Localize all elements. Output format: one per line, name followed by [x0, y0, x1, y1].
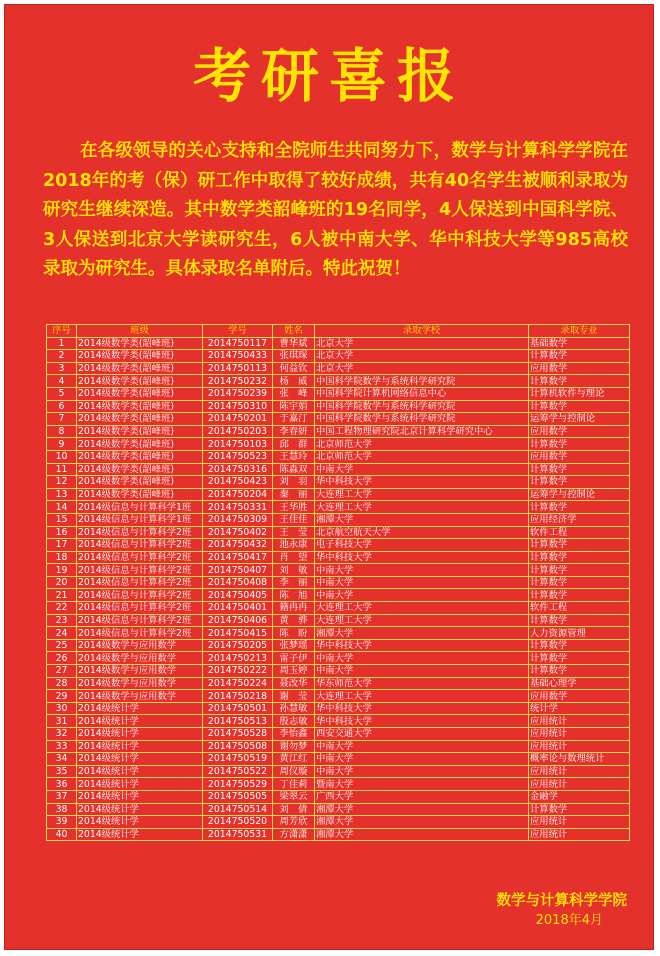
cell-major: 计算数学: [529, 589, 630, 602]
cell-major: 计算数学: [529, 551, 630, 564]
cell-student-id: 2014750520: [203, 816, 273, 829]
admission-table: [46, 324, 630, 841]
cell-no: 27: [47, 665, 77, 678]
cell-student-id: 2014750224: [203, 677, 273, 690]
cell-no: 20: [47, 576, 77, 589]
cell-student-id: 2014750201: [203, 413, 273, 426]
cell-name: 李春妍: [273, 425, 315, 438]
cell-student-id: 2014750103: [203, 438, 273, 451]
cell-no: 34: [47, 753, 77, 766]
cell-student-id: 2014750222: [203, 665, 273, 678]
cell-class: 2014级数学类(韶峰班): [77, 387, 203, 400]
cell-major: 应用数学: [529, 690, 630, 703]
cell-school: 中国科学院数学与系统科学研究院: [315, 375, 529, 388]
cell-school: 华中科技大学: [315, 551, 529, 564]
cell-class: 2014级数学与应用数学: [77, 665, 203, 678]
table-row: [47, 803, 630, 816]
cell-major: 应用统计: [529, 765, 630, 778]
cell-name: 池永康: [273, 539, 315, 552]
cell-no: 9: [47, 438, 77, 451]
cell-name: 刘 倩: [273, 803, 315, 816]
cell-name: 陈 盼: [273, 627, 315, 640]
cell-school: 北京大学: [315, 362, 529, 375]
footer-org: 数学与计算科学学院: [496, 893, 627, 909]
cell-student-id: 2014750523: [203, 450, 273, 463]
cell-major: 应用统计: [529, 740, 630, 753]
cell-name: 王佳佳: [273, 513, 315, 526]
cell-class: 2014级数学类(韶峰班): [77, 337, 203, 350]
table-row: [47, 765, 630, 778]
table-row: [47, 816, 630, 829]
cell-student-id: 2014750508: [203, 740, 273, 753]
cell-major: 统计学: [529, 702, 630, 715]
cell-name: 籍冉冉: [273, 602, 315, 615]
cell-no: 12: [47, 476, 77, 489]
cell-class: 2014级统计学: [77, 790, 203, 803]
cell-class: 2014级数学类(韶峰班): [77, 476, 203, 489]
cell-no: 10: [47, 450, 77, 463]
cell-school: 中南大学: [315, 765, 529, 778]
cell-no: 1: [47, 337, 77, 350]
cell-name: 陈 旭: [273, 589, 315, 602]
header-major: 录取专业: [529, 325, 630, 338]
cell-student-id: 2014750239: [203, 387, 273, 400]
header-class: 班级: [77, 325, 203, 338]
table-row: [47, 677, 630, 690]
cell-school: 中国工程物理研究院北京计算科学研究中心: [315, 425, 529, 438]
cell-class: 2014级数学与应用数学: [77, 677, 203, 690]
cell-school: 北京大学: [315, 350, 529, 363]
table-row: [47, 602, 630, 615]
cell-major: 应用统计: [529, 715, 630, 728]
cell-major: 应用统计: [529, 828, 630, 841]
cell-class: 2014级统计学: [77, 753, 203, 766]
cell-name: 刘 羽: [273, 476, 315, 489]
cell-student-id: 2014750415: [203, 627, 273, 640]
cell-name: 肖 望: [273, 551, 315, 564]
cell-major: 运筹学与控制论: [529, 413, 630, 426]
cell-school: 华中科技大学: [315, 639, 529, 652]
cell-name: 梁翠云: [273, 790, 315, 803]
cell-class: 2014级数学类(韶峰班): [77, 362, 203, 375]
cell-school: 中南大学: [315, 463, 529, 476]
cell-class: 2014级数学与应用数学: [77, 690, 203, 703]
cell-student-id: 2014750232: [203, 375, 273, 388]
cell-student-id: 2014750433: [203, 350, 273, 363]
table-row: [47, 828, 630, 841]
header-school: 录取学校: [315, 325, 529, 338]
cell-no: 22: [47, 602, 77, 615]
cell-class: 2014级统计学: [77, 765, 203, 778]
cell-major: 计算数学: [529, 438, 630, 451]
table-row: [47, 488, 630, 501]
cell-school: 北京师范大学: [315, 438, 529, 451]
cell-major: 人力资源管理: [529, 627, 630, 640]
cell-class: 2014级统计学: [77, 803, 203, 816]
cell-major: 计算数学: [529, 375, 630, 388]
cell-name: 张梦瑶: [273, 639, 315, 652]
cell-class: 2014级数学与应用数学: [77, 639, 203, 652]
cell-name: 周芳欣: [273, 816, 315, 829]
cell-no: 7: [47, 413, 77, 426]
table-row: [47, 790, 630, 803]
cell-no: 30: [47, 702, 77, 715]
cell-school: 中南大学: [315, 576, 529, 589]
cell-major: 应用统计: [529, 728, 630, 741]
cell-class: 2014级数学类(韶峰班): [77, 400, 203, 413]
cell-student-id: 2014750316: [203, 463, 273, 476]
cell-name: 周仪璇: [273, 765, 315, 778]
cell-major: 应用数学: [529, 362, 630, 375]
cell-student-id: 2014750310: [203, 400, 273, 413]
table-row: [47, 501, 630, 514]
table-row: [47, 652, 630, 665]
cell-student-id: 2014750407: [203, 564, 273, 577]
cell-class: 2014级统计学: [77, 828, 203, 841]
cell-no: 3: [47, 362, 77, 375]
cell-no: 33: [47, 740, 77, 753]
cell-no: 35: [47, 765, 77, 778]
cell-school: 中南大学: [315, 589, 529, 602]
cell-no: 2: [47, 350, 77, 363]
cell-school: 大连理工大学: [315, 602, 529, 615]
table-row: [47, 375, 630, 388]
cell-student-id: 2014750117: [203, 337, 273, 350]
cell-student-id: 2014750213: [203, 652, 273, 665]
table-header-row: [47, 325, 630, 338]
table-row: [47, 576, 630, 589]
table-row: [47, 539, 630, 552]
cell-class: 2014级统计学: [77, 778, 203, 791]
cell-school: 北京大学: [315, 337, 529, 350]
cell-major: 计算数学: [529, 652, 630, 665]
cell-name: 陈淼双: [273, 463, 315, 476]
cell-major: 计算数学: [529, 350, 630, 363]
cell-no: 25: [47, 639, 77, 652]
cell-student-id: 2014750113: [203, 362, 273, 375]
cell-school: 中南大学: [315, 652, 529, 665]
table-row: [47, 728, 630, 741]
cell-student-id: 2014750432: [203, 539, 273, 552]
cell-name: 张 峰: [273, 387, 315, 400]
cell-student-id: 2014750405: [203, 589, 273, 602]
cell-major: 基础数学: [529, 337, 630, 350]
cell-school: 湘潭大学: [315, 816, 529, 829]
cell-major: 软件工程: [529, 526, 630, 539]
cell-class: 2014级数学类(韶峰班): [77, 463, 203, 476]
cell-class: 2014级数学类(韶峰班): [77, 438, 203, 451]
cell-name: 王华胜: [273, 501, 315, 514]
cell-name: 秦 丽: [273, 488, 315, 501]
cell-student-id: 2014750514: [203, 803, 273, 816]
cell-class: 2014级信息与计算科学2班: [77, 526, 203, 539]
cell-class: 2014级信息与计算科学1班: [77, 501, 203, 514]
cell-name: 陈宇娟: [273, 400, 315, 413]
cell-name: 方潇潇: [273, 828, 315, 841]
cell-name: 何益钦: [273, 362, 315, 375]
cell-name: 黄 骅: [273, 614, 315, 627]
cell-no: 6: [47, 400, 77, 413]
cell-name: 邱 群: [273, 438, 315, 451]
cell-class: 2014级信息与计算科学2班: [77, 602, 203, 615]
cell-class: 2014级信息与计算科学2班: [77, 576, 203, 589]
cell-class: 2014级信息与计算科学2班: [77, 614, 203, 627]
cell-major: 计算数学: [529, 803, 630, 816]
table-row: [47, 425, 630, 438]
cell-school: 中南大学: [315, 740, 529, 753]
cell-no: 5: [47, 387, 77, 400]
table-body: [47, 337, 630, 841]
cell-name: 于嘉汀: [273, 413, 315, 426]
table-row: [47, 551, 630, 564]
cell-student-id: 2014750522: [203, 765, 273, 778]
header-no: 序号: [47, 325, 77, 338]
cell-major: 计算数学: [529, 614, 630, 627]
cell-student-id: 2014750402: [203, 526, 273, 539]
cell-school: 华中科技大学: [315, 476, 529, 489]
cell-no: 19: [47, 564, 77, 577]
cell-student-id: 2014750408: [203, 576, 273, 589]
cell-no: 37: [47, 790, 77, 803]
cell-major: 计算数学: [529, 539, 630, 552]
table-row: [47, 463, 630, 476]
cell-school: 湘潭大学: [315, 513, 529, 526]
cell-class: 2014级统计学: [77, 740, 203, 753]
cell-class: 2014级信息与计算科学2班: [77, 551, 203, 564]
table-row: [47, 438, 630, 451]
cell-no: 18: [47, 551, 77, 564]
cell-name: 谢 莹: [273, 690, 315, 703]
cell-student-id: 2014750505: [203, 790, 273, 803]
cell-name: 王慧玲: [273, 450, 315, 463]
cell-class: 2014级信息与计算科学1班: [77, 513, 203, 526]
cell-no: 31: [47, 715, 77, 728]
cell-major: 应用统计: [529, 816, 630, 829]
cell-school: 大连理工大学: [315, 614, 529, 627]
cell-class: 2014级信息与计算科学2班: [77, 589, 203, 602]
cell-student-id: 2014750417: [203, 551, 273, 564]
cell-no: 11: [47, 463, 77, 476]
cell-student-id: 2014750205: [203, 639, 273, 652]
cell-student-id: 2014750531: [203, 828, 273, 841]
cell-class: 2014级数学类(韶峰班): [77, 450, 203, 463]
table-row: [47, 337, 630, 350]
cell-student-id: 2014750401: [203, 602, 273, 615]
cell-name: 黄江红: [273, 753, 315, 766]
intro-paragraph: 在各级领导的关心支持和全院师生共同努力下，数学与计算科学学院在2018年的考（保）研工作中取得了较好成绩，共有40名学生被顺利录取为研究生继续深造。其中数学类韶峰班的19名同学，4人保送到中国科学院、3人保送到北京大学读研究生，6人被中南大学、华中科技大学等985高校录取为研究生。具体录取名单附后。特此祝贺！: [43, 141, 628, 279]
cell-no: 4: [47, 375, 77, 388]
table-row: [47, 665, 630, 678]
cell-name: 杨 威: [273, 375, 315, 388]
cell-student-id: 2014750513: [203, 715, 273, 728]
table-row: [47, 476, 630, 489]
cell-school: 北京师范大学: [315, 450, 529, 463]
table-row: [47, 526, 630, 539]
table-row: [47, 740, 630, 753]
cell-name: 周玉婷: [273, 665, 315, 678]
table-row: [47, 564, 630, 577]
cell-student-id: 2014750519: [203, 753, 273, 766]
cell-name: 孙慧敏: [273, 702, 315, 715]
cell-name: 李怡鑫: [273, 728, 315, 741]
table-row: [47, 639, 630, 652]
cell-major: 应用经济学: [529, 513, 630, 526]
cell-name: 刘 敏: [273, 564, 315, 577]
cell-school: 中南大学: [315, 564, 529, 577]
table-row: [47, 690, 630, 703]
cell-student-id: 2014750529: [203, 778, 273, 791]
cell-name: 王 莹: [273, 526, 315, 539]
cell-school: 大连理工大学: [315, 488, 529, 501]
cell-major: 计算数学: [529, 639, 630, 652]
cell-major: 计算数学: [529, 400, 630, 413]
cell-school: 华东师范大学: [315, 677, 529, 690]
cell-major: 软件工程: [529, 602, 630, 615]
cell-major: 运筹学与控制论: [529, 488, 630, 501]
cell-class: 2014级统计学: [77, 715, 203, 728]
cell-major: 计算数学: [529, 463, 630, 476]
cell-student-id: 2014750528: [203, 728, 273, 741]
table-row: [47, 778, 630, 791]
table-row: [47, 715, 630, 728]
cell-major: 应用数学: [529, 450, 630, 463]
cell-school: 中南大学: [315, 753, 529, 766]
cell-name: 丁佳莉: [273, 778, 315, 791]
cell-school: 大连理工大学: [315, 690, 529, 703]
page-title: 考研喜报: [192, 42, 465, 110]
cell-name: 李 丽: [273, 576, 315, 589]
cell-major: 计算数学: [529, 476, 630, 489]
cell-student-id: 2014750204: [203, 488, 273, 501]
cell-no: 16: [47, 526, 77, 539]
cell-name: 谢勿梦: [273, 740, 315, 753]
cell-class: 2014级统计学: [77, 702, 203, 715]
cell-class: 2014级数学类(韶峰班): [77, 425, 203, 438]
table-row: [47, 627, 630, 640]
table-row: [47, 413, 630, 426]
cell-class: 2014级数学与应用数学: [77, 652, 203, 665]
cell-no: 38: [47, 803, 77, 816]
table-row: [47, 362, 630, 375]
cell-school: 湘潭大学: [315, 828, 529, 841]
cell-student-id: 2014750501: [203, 702, 273, 715]
header-name: 姓名: [273, 325, 315, 338]
cell-school: 北京航空航天大学: [315, 526, 529, 539]
table-row: [47, 387, 630, 400]
cell-major: 计算数学: [529, 564, 630, 577]
table-row: [47, 614, 630, 627]
cell-class: 2014级数学类(韶峰班): [77, 350, 203, 363]
table-row: [47, 450, 630, 463]
cell-school: 中南大学: [315, 665, 529, 678]
cell-school: 电子科技大学: [315, 539, 529, 552]
cell-no: 36: [47, 778, 77, 791]
table-row: [47, 513, 630, 526]
cell-school: 中国科学院数学与系统科学研究院: [315, 413, 529, 426]
cell-no: 32: [47, 728, 77, 741]
cell-major: 计算机软件与理论: [529, 387, 630, 400]
header-student-id: 学号: [203, 325, 273, 338]
footer-date: 2018年4月: [535, 913, 603, 928]
cell-no: 21: [47, 589, 77, 602]
cell-student-id: 2014750406: [203, 614, 273, 627]
cell-major: 计算数学: [529, 665, 630, 678]
cell-name: 殷志敏: [273, 715, 315, 728]
cell-major: 概率论与数理统计: [529, 753, 630, 766]
cell-no: 17: [47, 539, 77, 552]
cell-major: 应用数学: [529, 425, 630, 438]
cell-no: 13: [47, 488, 77, 501]
cell-student-id: 2014750203: [203, 425, 273, 438]
cell-no: 8: [47, 425, 77, 438]
cell-no: 15: [47, 513, 77, 526]
cell-name: 雷子伊: [273, 652, 315, 665]
cell-no: 40: [47, 828, 77, 841]
cell-name: 张琪琛: [273, 350, 315, 363]
cell-no: 24: [47, 627, 77, 640]
cell-major: 基础心理学: [529, 677, 630, 690]
cell-no: 39: [47, 816, 77, 829]
cell-class: 2014级统计学: [77, 728, 203, 741]
cell-no: 14: [47, 501, 77, 514]
cell-class: 2014级数学类(韶峰班): [77, 413, 203, 426]
cell-student-id: 2014750331: [203, 501, 273, 514]
cell-class: 2014级信息与计算科学2班: [77, 627, 203, 640]
cell-name: 聂改华: [273, 677, 315, 690]
cell-name: 曹华斌: [273, 337, 315, 350]
cell-major: 金融学: [529, 790, 630, 803]
cell-no: 29: [47, 690, 77, 703]
cell-school: 大连理工大学: [315, 501, 529, 514]
cell-school: 广西大学: [315, 790, 529, 803]
cell-student-id: 2014750423: [203, 476, 273, 489]
table-row: [47, 400, 630, 413]
table-row: [47, 702, 630, 715]
cell-school: 华中科技大学: [315, 715, 529, 728]
cell-school: 暨南大学: [315, 778, 529, 791]
cell-major: 计算数学: [529, 501, 630, 514]
cell-no: 26: [47, 652, 77, 665]
cell-no: 23: [47, 614, 77, 627]
cell-school: 西安交通大学: [315, 728, 529, 741]
cell-class: 2014级信息与计算科学2班: [77, 564, 203, 577]
cell-class: 2014级数学类(韶峰班): [77, 375, 203, 388]
table-row: [47, 753, 630, 766]
cell-class: 2014级信息与计算科学2班: [77, 539, 203, 552]
cell-school: 湘潭大学: [315, 803, 529, 816]
table-row: [47, 350, 630, 363]
poster: [4, 4, 654, 950]
cell-school: 湘潭大学: [315, 627, 529, 640]
cell-student-id: 2014750309: [203, 513, 273, 526]
cell-class: 2014级数学类(韶峰班): [77, 488, 203, 501]
cell-school: 中国科学院计算机网络信息中心: [315, 387, 529, 400]
cell-no: 28: [47, 677, 77, 690]
cell-school: 中国科学院数学与系统科学研究院: [315, 400, 529, 413]
cell-major: 应用统计: [529, 778, 630, 791]
cell-major: 计算数学: [529, 576, 630, 589]
cell-student-id: 2014750218: [203, 690, 273, 703]
cell-school: 华中科技大学: [315, 702, 529, 715]
table-row: [47, 589, 630, 602]
cell-class: 2014级统计学: [77, 816, 203, 829]
